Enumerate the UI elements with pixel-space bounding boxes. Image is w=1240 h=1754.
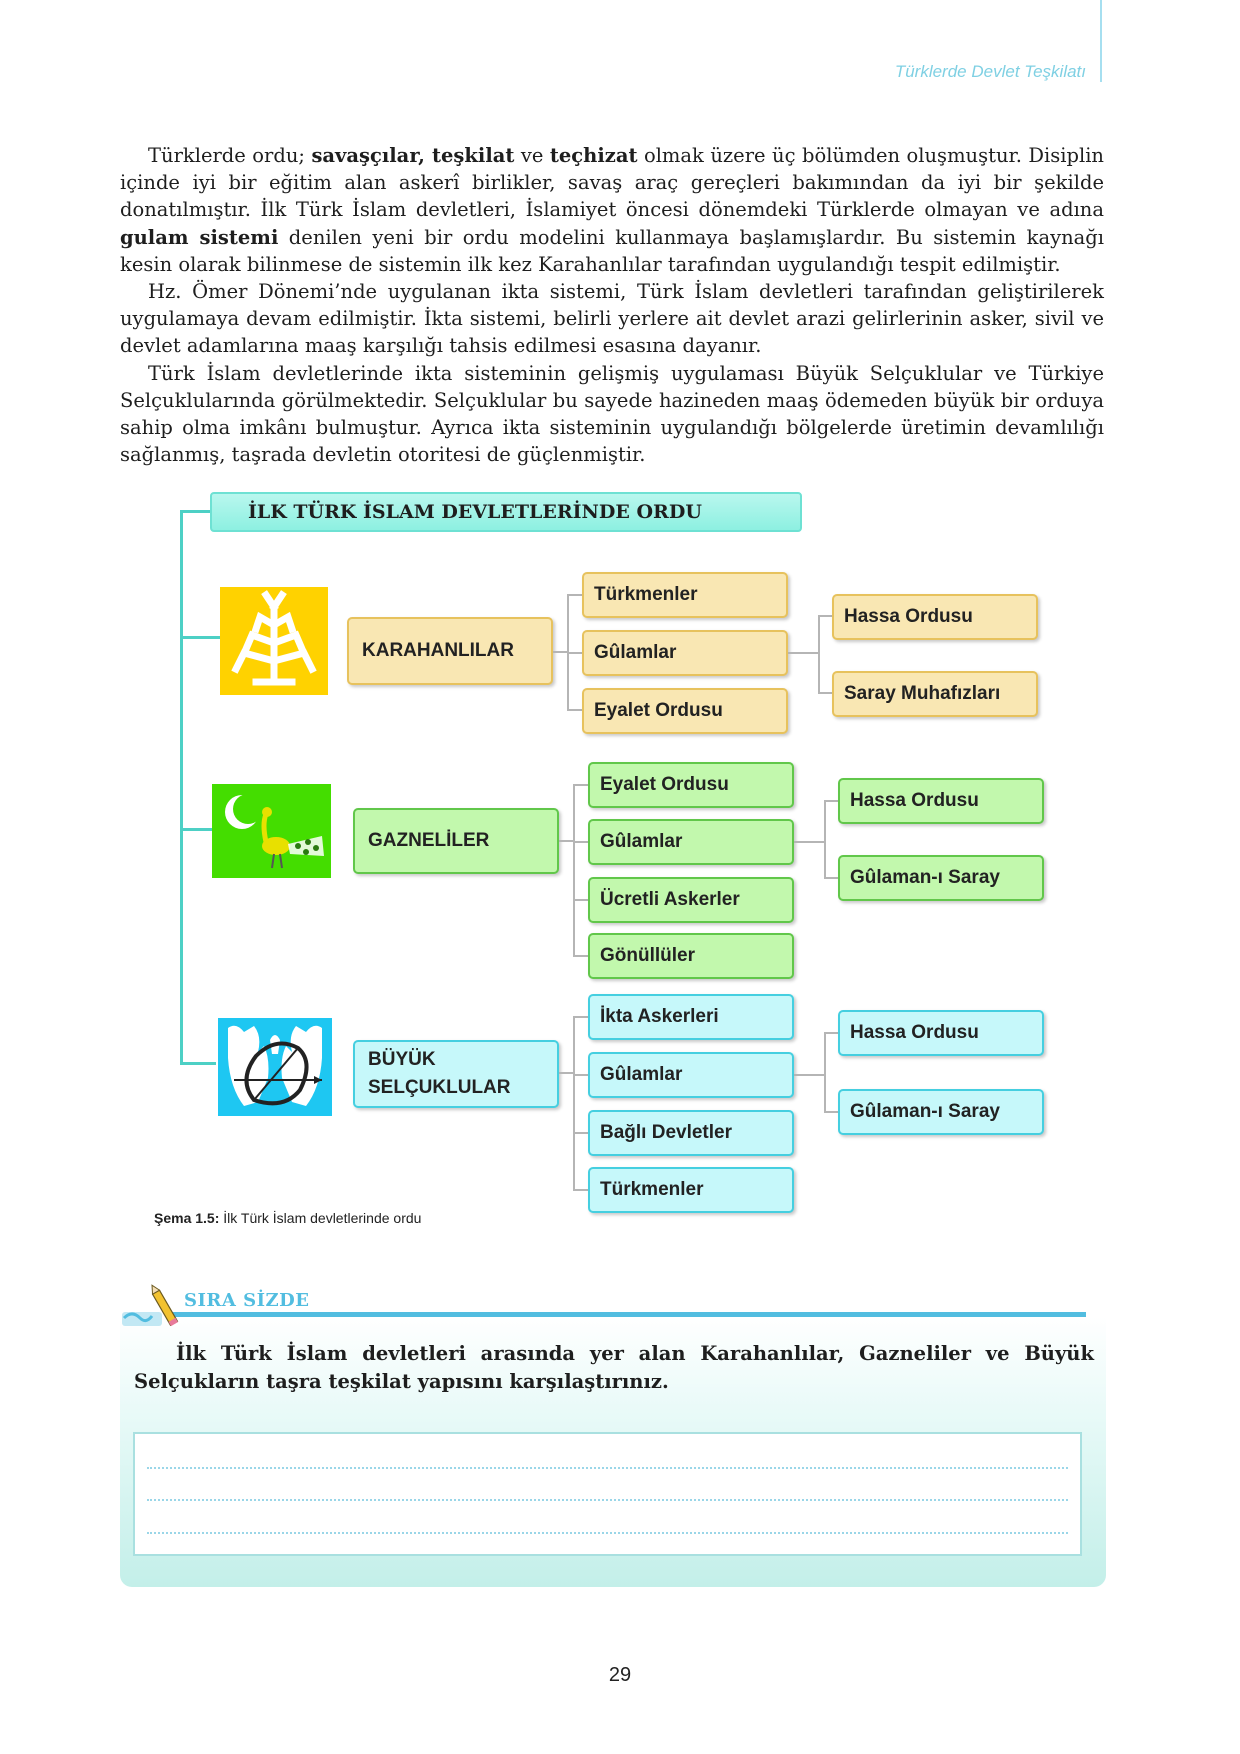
header-rule — [1100, 0, 1102, 82]
subunit-selcuklu-2: Gûlaman-ı Saray — [838, 1089, 1044, 1135]
unit-karahanli-2: Gûlamlar — [582, 630, 788, 676]
connector — [567, 594, 569, 710]
node-karahanlilar: KARAHANLILAR — [347, 617, 553, 685]
connector — [818, 615, 820, 693]
unit-gazneli-1: Eyalet Ordusu — [588, 762, 794, 808]
karahanli-flag — [220, 587, 328, 695]
connector — [559, 1072, 574, 1074]
connector — [573, 784, 575, 956]
answer-line — [147, 1532, 1068, 1534]
node-buyuk-selcuklular — [353, 1040, 559, 1108]
connector — [573, 955, 588, 957]
answer-line — [147, 1499, 1068, 1501]
node-buyuk-selcuklular-line2: SELÇUKLULAR — [368, 1077, 511, 1098]
pencil-icon — [122, 1284, 184, 1332]
activity-title: SIRA SİZDE — [184, 1290, 310, 1311]
subunit-karahanli-2: Saray Muhafızları — [832, 671, 1038, 717]
connector — [794, 841, 824, 843]
running-title: Türklerde Devlet Teşkilatı — [894, 62, 1086, 81]
body-text — [120, 142, 1104, 468]
answer-line — [147, 1467, 1068, 1469]
connector — [818, 692, 832, 694]
figure-caption: Şema 1.5: İlk Türk İslam devletlerinde ordu — [154, 1210, 422, 1226]
connector — [824, 1111, 838, 1113]
answer-area[interactable] — [133, 1432, 1082, 1556]
connector — [180, 510, 210, 513]
connector — [567, 652, 582, 654]
connector — [794, 1074, 824, 1076]
connector — [180, 1062, 216, 1065]
unit-karahanli-3: Eyalet Ordusu — [582, 688, 788, 734]
subunit-gazneli-2: Gûlaman-ı Saray — [838, 855, 1044, 901]
subunit-selcuklu-1: Hassa Ordusu — [838, 1010, 1044, 1056]
connector — [567, 594, 582, 596]
activity-question: İlk Türk İslam devletleri arasında yer alan Karahanlılar, Gazneliler ve Büyük Selçukların taşra teşkilat yapısını karşılaştırınız. — [134, 1342, 1094, 1393]
node-buyuk-selcuklular-line1: BÜYÜK — [368, 1049, 436, 1070]
unit-gazneli-3: Ücretli Askerler — [588, 877, 794, 923]
connector — [573, 899, 588, 901]
paragraph-1: Türklerde ordu; savaşçılar, teşkilat ve teçhizat olmak üzere üç bölümden oluşmuştur. Disiplin içinde iyi bir eğitim alan askerî birlikler, savaş araç gereçleri bakımından da iyi bir şekilde donatılmıştır. İlk Türk İslam devletleri, İslamiyet öncesi dönemdeki Türklerde olmayan ve adına gulam sistemi denilen yeni bir ordu modelini kullanmaya başlamışlardır. Bu sistemin kaynağı kesin olarak bilinmese de sistemin ilk kez Karahanlılar tarafından uygulandığı tespit edilmiştir. — [120, 144, 1104, 276]
selcuklu-flag — [218, 1018, 332, 1116]
tree-emblem-icon — [220, 587, 328, 695]
unit-gazneli-4: Gönüllüler — [588, 933, 794, 979]
connector — [824, 800, 826, 878]
node-gazneliler: GAZNELİLER — [353, 808, 559, 874]
connector — [573, 1016, 575, 1190]
connector — [180, 828, 213, 831]
connector — [573, 784, 588, 786]
unit-selcuklu-4: Türkmenler — [588, 1167, 794, 1213]
connector — [180, 636, 220, 639]
connector — [824, 1032, 826, 1112]
subunit-gazneli-1: Hassa Ordusu — [838, 778, 1044, 824]
connector — [573, 1074, 588, 1076]
unit-selcuklu-2: Gûlamlar — [588, 1052, 794, 1098]
connector — [573, 1132, 588, 1134]
unit-selcuklu-3: Bağlı Devletler — [588, 1110, 794, 1156]
connector — [567, 709, 582, 711]
connector — [824, 877, 838, 879]
connector — [573, 1016, 588, 1018]
connector — [559, 840, 574, 842]
connector — [573, 841, 588, 843]
connector — [180, 510, 183, 1065]
subunit-karahanli-1: Hassa Ordusu — [832, 594, 1038, 640]
paragraph-2: Hz. Ömer Dönemi’nde uygulanan ikta sistemi, Türk İslam devletleri tarafından geliştirilerek uygulamaya devam edilmiştir. İkta sistemi, belirli yerlere ait devlet arazi gelirlerinin asker, sivil ve devlet adamlarına maaş karşılığı tahsis edilmesi esasına dayanır. — [120, 280, 1104, 358]
page-number: 29 — [608, 1664, 632, 1686]
paragraph-3: Türk İslam devletlerinde ikta sisteminin gelişmiş uygulaması Büyük Selçuklular ve Türkiye Selçuklularında görülmektedir. Selçuklular bu sayede hazineden maaş ödemeden büyük bir orduya sahip olma imkânı bulmuştur. Ayrıca ikta sisteminin uygulandığı bölgelerde üretimin devamlılığı sağlanmış, taşrada devletin otoritesi de güçlenmiştir. — [120, 361, 1104, 467]
connector — [553, 651, 568, 653]
crescent-peacock-icon — [212, 784, 331, 878]
gazneli-flag — [212, 784, 331, 878]
connector — [573, 1189, 588, 1191]
unit-karahanli-1: Türkmenler — [582, 572, 788, 618]
activity-rule — [166, 1312, 1086, 1317]
unit-gazneli-2: Gûlamlar — [588, 819, 794, 865]
unit-selcuklu-1: İkta Askerleri — [588, 994, 794, 1040]
connector — [818, 615, 832, 617]
connector — [788, 652, 818, 654]
connector — [824, 1032, 838, 1034]
connector — [824, 800, 838, 802]
diagram-title: İLK TÜRK İSLAM DEVLETLERİNDE ORDU — [210, 492, 802, 532]
eagle-bow-icon — [218, 1018, 332, 1116]
